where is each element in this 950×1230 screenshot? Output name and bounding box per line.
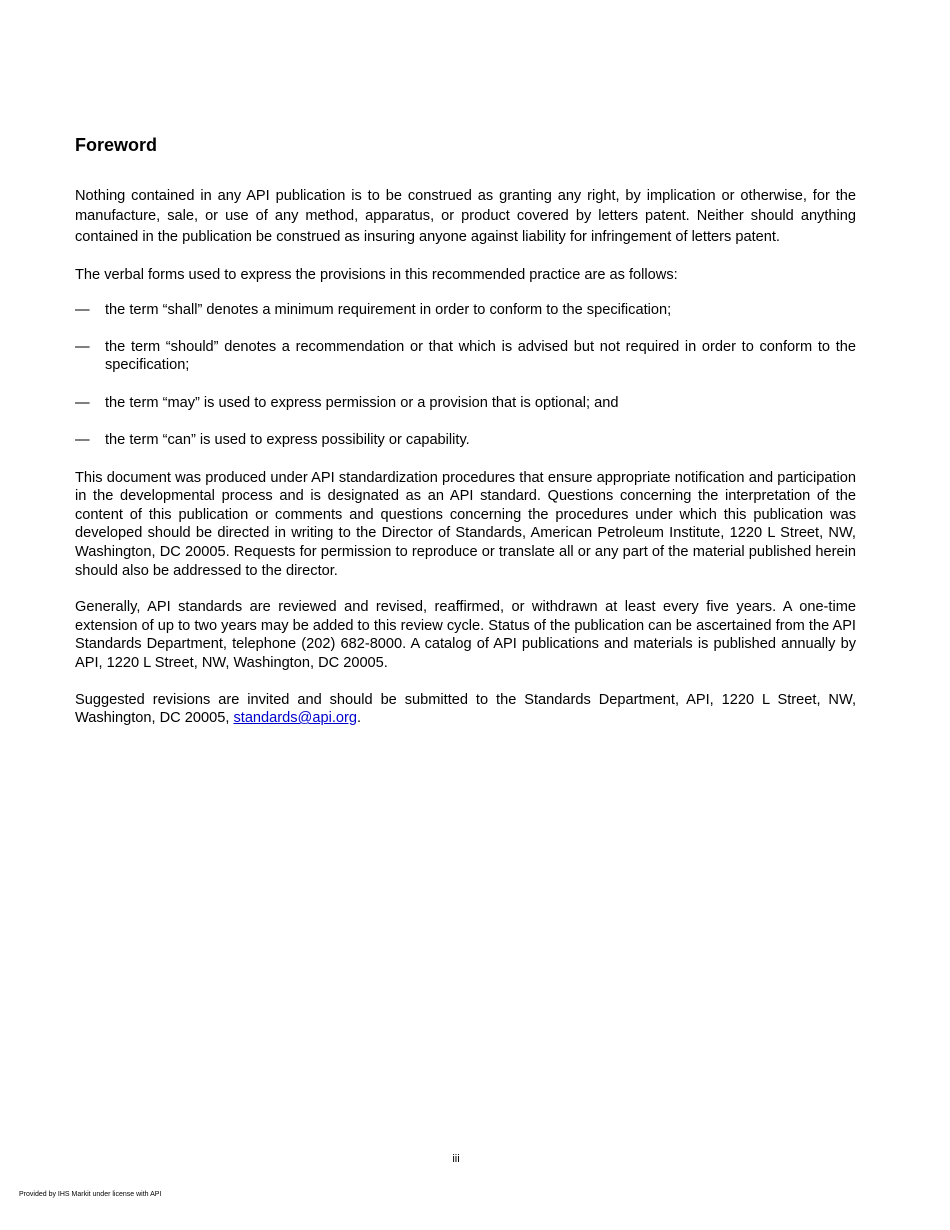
standards-email-link[interactable]: standards@api.org <box>233 710 357 727</box>
list-item-should <box>75 338 856 375</box>
page-number: iii <box>452 1153 460 1165</box>
list-item-can <box>75 431 856 449</box>
document-body <box>75 134 856 728</box>
foreword-heading: Foreword <box>75 135 158 155</box>
list-dash: — <box>75 301 90 318</box>
list-item-text: the term “shall” denotes a minimum requirement in order to conform to the specification; <box>105 301 672 318</box>
suggested-revisions-text: Suggested revisions are invited and should be submitted to the Standards Department, API, 1220 L Street, NW, Washington, DC 20005, <box>75 691 856 727</box>
verbal-forms-intro-paragraph: The verbal forms used to express the provisions in this recommended practice are as follows: <box>75 267 678 284</box>
list-dash: — <box>75 394 90 411</box>
list-item-may <box>75 394 856 412</box>
suggested-revisions-paragraph <box>75 691 856 728</box>
list-item-shall <box>75 301 856 319</box>
sentence-end: . <box>357 710 362 727</box>
patent-disclaimer-paragraph: Nothing contained in any API publication is to be construed as granting any right, by implication or otherwise, for the manufacture, sale, or use of any method, apparatus, or product covered by letters patent. Neither should anything contained in the publication be construed as insuring anyone against liability for infringement of letters patent. <box>75 188 856 245</box>
list-dash: — <box>75 432 90 449</box>
verbal-forms-list <box>75 301 856 450</box>
license-footer-note: Provided by IHS Markit under license with API <box>19 1191 162 1198</box>
list-item-text: the term “should” denotes a recommendation or that which is advised but not required in order to conform to the specification; <box>105 339 856 374</box>
list-item-text: the term “may” is used to express permission or a provision that is optional; and <box>105 394 619 411</box>
list-item-text: the term “can” is used to express possibility or capability. <box>105 432 470 449</box>
standardization-procedures-paragraph: This document was produced under API standardization procedures that ensure appropriate notification and participation in the developmental process and is designated as an API standard. Questions concerning the interpretation of the content of this publication or comments and questions concerning the procedures under which this publication was developed should be directed in writing to the Director of Standards, American Petroleum Institute, 1220 L Street, NW, Washington, DC 20005. Requests for permission to reproduce or translate all or any part of the material published herein should also be addressed to the director. <box>75 469 856 579</box>
list-dash: — <box>75 339 90 356</box>
review-cycle-paragraph: Generally, API standards are reviewed and revised, reaffirmed, or withdrawn at least every five years. A one-time extension of up to two years may be added to this review cycle. Status of the publication can be ascertained from the API Standards Department, telephone (202) 682-8000. A catalog of API publications and materials is published annually by API, 1220 L Street, NW, Washington, DC 20005. <box>75 599 856 671</box>
